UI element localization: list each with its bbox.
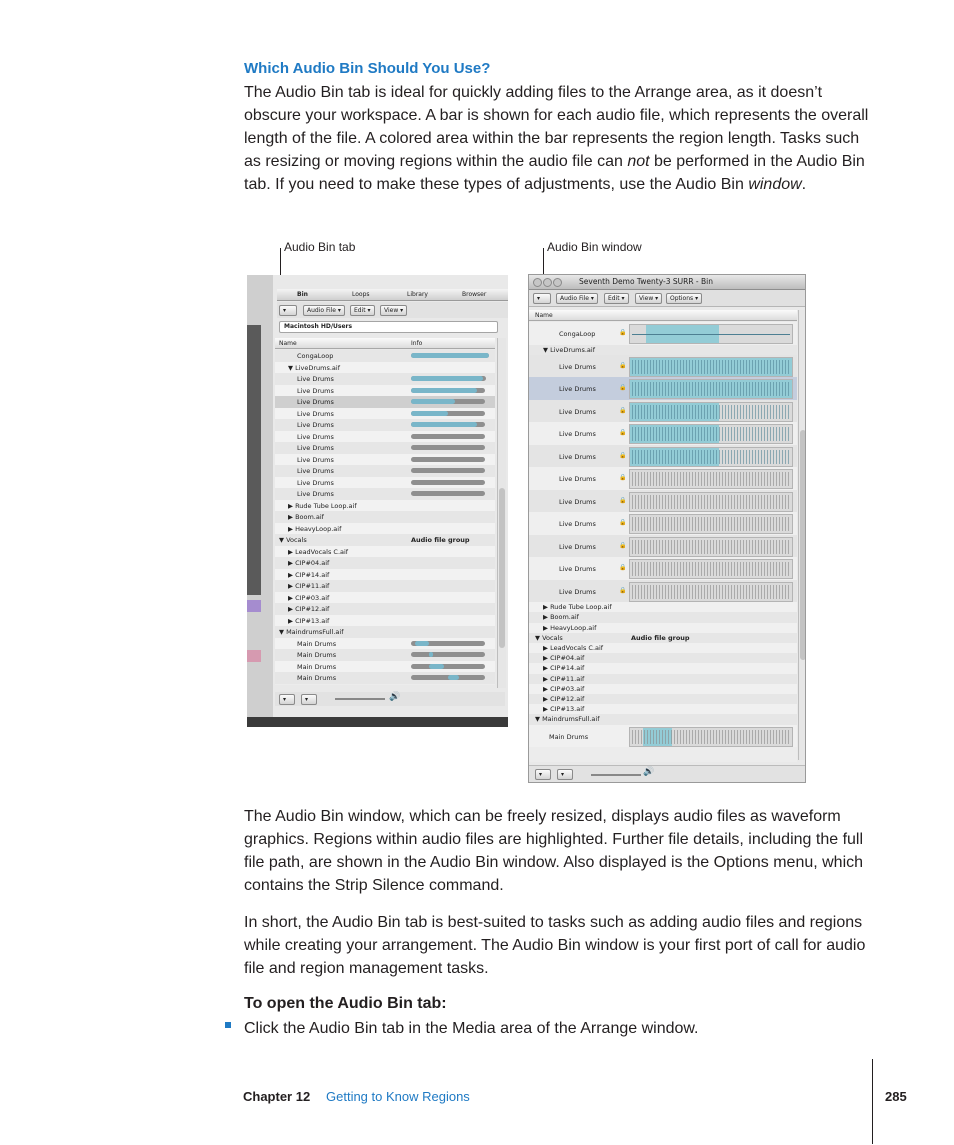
- bin-window-row-label: Live Drums: [559, 542, 596, 551]
- file-length-bar: [411, 445, 485, 450]
- bin-window-file-row[interactable]: [529, 674, 797, 684]
- bullet-step: Click the Audio Bin tab in the Media area of the Arrange window.: [244, 1020, 699, 1037]
- waveform[interactable]: [629, 582, 793, 602]
- loop-button[interactable]: [301, 694, 317, 705]
- bin-tab-row-label: ▶ CIP#14.aif: [288, 570, 330, 579]
- menu-view[interactable]: View ▾: [635, 293, 662, 304]
- link-button[interactable]: [279, 305, 297, 316]
- close-icon[interactable]: [533, 278, 542, 287]
- waveform-graphic: [632, 585, 790, 599]
- section-heading: Which Audio Bin Should You Use?: [244, 60, 491, 77]
- bin-tab-row[interactable]: [275, 419, 495, 431]
- waveform-graphic: [632, 472, 790, 486]
- bin-tab-row-label: Live Drums: [297, 398, 334, 406]
- bin-window-file-row[interactable]: [529, 345, 797, 355]
- play-button[interactable]: [535, 769, 551, 780]
- bin-tab-row-label: Main Drums: [297, 651, 337, 659]
- footer-divider: [872, 1059, 873, 1144]
- menu-audio-file[interactable]: Audio File ▾: [556, 293, 598, 304]
- window-list: [529, 322, 797, 762]
- bin-tab-row-label: Live Drums: [297, 490, 334, 498]
- bin-tab-row-label: ▶ CIP#11.aif: [288, 582, 330, 590]
- bin-window-row-label: ▼ MaindrumsFull.aif: [535, 715, 600, 724]
- file-length-bar: [411, 457, 485, 462]
- bin-tab-row-label: ▼ Vocals: [279, 536, 307, 544]
- loop-button[interactable]: [557, 769, 573, 780]
- bin-tab-row-label: Live Drums: [297, 386, 334, 395]
- window-toolbar: [529, 290, 805, 307]
- bin-tab-row-label: ▶ Rude Tube Loop.aif: [288, 501, 357, 510]
- lock-icon: 🔒: [619, 519, 627, 527]
- bin-window-wave-row[interactable]: [529, 377, 797, 400]
- intro-text-2: be performed in the Audio Bin tab. If you need to make these types of adjustments, use the Audio Bin: [244, 153, 865, 193]
- file-length-bar: [411, 491, 485, 496]
- waveform[interactable]: [629, 514, 793, 534]
- region-fill: [411, 376, 483, 381]
- callout-audio-bin-tab: Audio Bin tab: [284, 240, 356, 254]
- bin-window-row-label: ▶ HeavyLoop.aif: [543, 623, 597, 632]
- footer-chapter-title: Getting to Know Regions: [326, 1089, 470, 1104]
- menu-edit[interactable]: Edit ▾: [350, 305, 375, 316]
- region-purple: [247, 600, 261, 612]
- menu-edit[interactable]: Edit ▾: [604, 293, 629, 304]
- bin-tab-row[interactable]: [275, 465, 495, 477]
- bin-window-file-row[interactable]: [529, 663, 797, 673]
- waveform[interactable]: [629, 402, 793, 422]
- bin-tab-row[interactable]: [275, 580, 495, 592]
- task-heading: To open the Audio Bin tab:: [244, 995, 447, 1012]
- speaker-icon: 🔊: [389, 692, 401, 702]
- bin-window-row-info: Audio file group: [631, 633, 690, 642]
- bin-window-file-row[interactable]: [529, 704, 797, 714]
- file-length-bar: [411, 652, 485, 657]
- lock-icon: 🔒: [619, 586, 627, 594]
- menu-view[interactable]: View ▾: [380, 305, 407, 316]
- file-length-bar: [411, 399, 485, 404]
- file-length-bar: [411, 641, 485, 646]
- bin-window-file-row[interactable]: [529, 643, 797, 653]
- bin-tab-row-label: Live Drums: [297, 375, 334, 383]
- waveform[interactable]: [629, 537, 793, 557]
- arrange-track-area: [247, 325, 261, 595]
- waveform-graphic: [632, 730, 790, 744]
- lock-icon: 🔒: [619, 541, 627, 549]
- bin-window-row-label: Live Drums: [559, 430, 596, 439]
- intro-text-3: .: [801, 176, 807, 193]
- window-transport: [529, 765, 805, 783]
- bin-tab-row-label: Live Drums: [297, 478, 334, 487]
- bin-tab-row[interactable]: [275, 488, 495, 500]
- window-titlebar: [529, 275, 805, 290]
- tab-library[interactable]: Library: [407, 291, 428, 298]
- bin-window-file-row[interactable]: [529, 694, 797, 704]
- paragraph-window-description: The Audio Bin window, which can be freely resized, displays audio files as waveform graphics. Regions within audio files are highlighted. Further file details, including the full file path, are shown in the Audio Bin window. Also displayed is the Options menu, which contains the Strip Silence command.: [244, 808, 864, 894]
- bin-window-file-row[interactable]: [529, 623, 797, 633]
- bin-tab-row-label: Live Drums: [297, 455, 334, 464]
- waveform[interactable]: [629, 379, 793, 399]
- path-text: Macintosh HD/Users: [284, 323, 353, 330]
- bin-tab-row[interactable]: [275, 362, 495, 374]
- bin-window-row-label: ▶ CIP#12.aif: [543, 695, 585, 703]
- bin-window-row-label: ▼ LiveDrums.aif: [543, 345, 595, 354]
- bin-window-row-label: ▶ CIP#14.aif: [543, 664, 585, 673]
- bin-tab-row[interactable]: [275, 638, 495, 650]
- waveform-graphic: [632, 450, 790, 464]
- bin-window-file-row[interactable]: [529, 653, 797, 663]
- bin-tab-row-label: ▶ CIP#13.aif: [288, 616, 330, 625]
- bin-tab-transport: [275, 692, 505, 706]
- bin-tab-row-label: ▶ CIP#04.aif: [288, 559, 330, 567]
- waveform-graphic: [632, 327, 790, 341]
- bin-tab-row[interactable]: [275, 350, 495, 362]
- bullet-icon: [225, 1022, 231, 1028]
- file-length-bar: [411, 468, 485, 473]
- waveform-graphic: [632, 405, 790, 419]
- waveform[interactable]: [629, 727, 793, 747]
- lock-icon: 🔒: [619, 474, 627, 482]
- bin-window-wave-row[interactable]: [529, 535, 797, 558]
- bin-window-wave-row[interactable]: [529, 580, 797, 603]
- bin-window-file-row[interactable]: [529, 602, 797, 612]
- arrange-strip: [247, 275, 273, 727]
- footer-chapter: Chapter 12: [243, 1089, 311, 1104]
- region-fill: [411, 422, 477, 427]
- file-length-bar: [411, 411, 485, 416]
- file-length-bar: [411, 675, 485, 680]
- waveform-graphic: [632, 540, 790, 554]
- bin-tab-row[interactable]: [275, 626, 495, 638]
- bin-tab-row-label: Live Drums: [297, 421, 334, 429]
- region-pink: [247, 650, 261, 662]
- volume-slider[interactable]: [591, 774, 641, 776]
- region-fill: [411, 353, 489, 358]
- region-fill: [429, 664, 444, 669]
- bin-tab-row-label: Live Drums: [297, 409, 334, 418]
- intro-paragraph: [244, 81, 874, 196]
- bin-tab-row[interactable]: [275, 500, 495, 512]
- menu-options[interactable]: Options ▾: [666, 293, 702, 304]
- zoom-icon[interactable]: [553, 278, 562, 287]
- file-length-bar: [411, 480, 485, 485]
- bin-window-row-label: Live Drums: [559, 385, 596, 394]
- region-fill: [411, 411, 448, 416]
- bin-window-row-label: Live Drums: [559, 565, 596, 574]
- bin-tab-row[interactable]: [275, 511, 495, 523]
- intro-emphasis-window: window: [748, 176, 802, 193]
- bin-window-file-row[interactable]: [529, 725, 797, 747]
- path-field: [279, 321, 498, 333]
- bin-tab-row-info: Audio file group: [411, 536, 470, 544]
- bin-tab-row[interactable]: [275, 431, 495, 443]
- region-fill: [411, 388, 477, 393]
- bin-tab-row-label: Live Drums: [297, 444, 334, 452]
- bin-window-file-row[interactable]: [529, 684, 797, 694]
- bin-tab-row-label: Live Drums: [297, 432, 334, 441]
- region-fill: [429, 652, 433, 657]
- scroll-thumb[interactable]: [800, 430, 806, 660]
- bin-window-row-label: ▶ Rude Tube Loop.aif: [543, 603, 612, 612]
- waveform-graphic: [632, 382, 790, 396]
- file-length-bar: [411, 388, 485, 393]
- file-length-bar: [411, 376, 486, 381]
- intro-text-1: The Audio Bin tab is ideal for quickly adding files to the Arrange area, as it doesn’t obscure your workspace. A bar is shown for each audio file, which represents the overall length of the file. A colored area within the bar represents the region length. Tasks such as resizing or moving regions within the audio file can: [244, 84, 869, 170]
- bin-tab-row[interactable]: [275, 454, 495, 466]
- waveform[interactable]: [629, 559, 793, 579]
- bin-tab-row[interactable]: [275, 396, 495, 408]
- play-button[interactable]: [279, 694, 295, 705]
- bin-tab-row-label: ▶ LeadVocals C.aif: [288, 547, 349, 556]
- lock-icon: 🔒: [619, 496, 627, 504]
- bin-window-row-label: Live Drums: [559, 362, 596, 371]
- bin-window-row-label: ▶ Boom.aif: [543, 613, 579, 622]
- bin-tab-row-label: ▶ HeavyLoop.aif: [288, 524, 342, 533]
- waveform-graphic: [632, 427, 790, 441]
- media-tab-bar: [277, 289, 508, 301]
- waveform[interactable]: [629, 324, 793, 344]
- region-fill: [415, 641, 430, 646]
- bin-window-row-label: Live Drums: [559, 407, 596, 416]
- lock-icon: 🔒: [619, 564, 627, 572]
- bin-tab-row[interactable]: [275, 569, 495, 581]
- callout-audio-bin-window: Audio Bin window: [547, 240, 642, 254]
- column-name[interactable]: Name: [279, 340, 297, 347]
- bin-window-wave-row[interactable]: [529, 512, 797, 535]
- bin-window-file-row[interactable]: [529, 633, 797, 643]
- file-length-bar: [411, 422, 485, 427]
- waveform-graphic: [632, 562, 790, 576]
- bin-tab-row[interactable]: [275, 649, 495, 661]
- tab-loops[interactable]: Loops: [352, 291, 370, 298]
- bin-window-row-label: ▶ LeadVocals C.aif: [543, 644, 604, 652]
- bin-tab-row[interactable]: [275, 592, 495, 604]
- bin-window-wave-row[interactable]: [529, 355, 797, 378]
- bin-tab-row-label: Main Drums: [297, 674, 337, 682]
- waveform[interactable]: [629, 469, 793, 489]
- waveform[interactable]: [629, 424, 793, 444]
- bin-window-row-label: ▶ CIP#11.aif: [543, 674, 585, 683]
- file-length-bar: [411, 434, 485, 439]
- bottom-edge: [247, 717, 508, 727]
- bin-window-row-label: Live Drums: [559, 497, 596, 506]
- page-number: 285: [885, 1089, 907, 1104]
- bin-tab-row-label: ▶ CIP#12.aif: [288, 605, 330, 613]
- bin-window-row-label: Live Drums: [559, 475, 596, 484]
- waveform[interactable]: [629, 447, 793, 467]
- bin-window-wave-row[interactable]: [529, 557, 797, 580]
- bin-window-row-label: Live Drums: [559, 452, 596, 461]
- audio-bin-tab-screenshot: [247, 275, 508, 727]
- minimize-icon[interactable]: [543, 278, 552, 287]
- tab-browser[interactable]: Browser: [462, 291, 487, 298]
- bin-window-row-label: ▶ CIP#03.aif: [543, 684, 585, 693]
- link-button[interactable]: [533, 293, 551, 304]
- region-fill: [448, 675, 459, 680]
- lock-icon: 🔒: [619, 329, 627, 336]
- bin-tab-row-label: Live Drums: [297, 467, 334, 475]
- window-title: Seventh Demo Twenty-3 SURR - Bin: [579, 277, 714, 286]
- window-scrollbar[interactable]: [798, 310, 806, 760]
- bin-tab-row[interactable]: [275, 373, 495, 385]
- bin-tab-row-label: Main Drums: [297, 639, 337, 648]
- bin-tab-scrollbar[interactable]: [497, 338, 506, 688]
- bin-tab-row[interactable]: [275, 477, 495, 489]
- bin-tab-row[interactable]: [275, 661, 495, 673]
- column-info[interactable]: Info: [411, 340, 423, 347]
- bin-tab-row-label: CongaLoop: [297, 352, 334, 360]
- lock-icon: 🔒: [619, 384, 627, 392]
- bin-tab-row-label: ▼ MaindrumsFull.aif: [279, 628, 344, 636]
- bin-window-row-label: Live Drums: [559, 587, 596, 596]
- file-length-bar: [411, 664, 485, 669]
- bin-window-wave-row[interactable]: [529, 467, 797, 490]
- waveform-graphic: [632, 360, 790, 374]
- bin-tab-row[interactable]: [275, 385, 495, 397]
- bin-window-wave-row[interactable]: [529, 490, 797, 513]
- bin-window-wave-row[interactable]: [529, 422, 797, 445]
- bin-window-row-label: ▶ CIP#04.aif: [543, 654, 585, 663]
- bin-tab-row[interactable]: [275, 672, 495, 684]
- bin-tab-column-header: [275, 338, 495, 349]
- bin-tab-toolbar: [277, 302, 508, 318]
- waveform[interactable]: [629, 357, 793, 377]
- region-fill: [411, 399, 455, 404]
- bin-window-row-label: Live Drums: [559, 520, 596, 529]
- volume-slider[interactable]: [335, 698, 385, 700]
- bin-tab-row-label: ▶ Boom.aif: [288, 513, 324, 521]
- bin-window-row-label: ▼ Vocals: [535, 633, 563, 642]
- file-length-bar: [411, 353, 489, 358]
- bin-window-row-label: CongaLoop: [559, 330, 596, 338]
- lock-icon: 🔒: [619, 406, 627, 414]
- window-column-header: [529, 310, 797, 321]
- bin-window-file-row[interactable]: [529, 612, 797, 622]
- bin-window-row-label: Main Drums: [549, 732, 589, 741]
- bin-tab-row[interactable]: [275, 557, 495, 569]
- bin-tab-row[interactable]: [275, 408, 495, 420]
- menu-audio-file[interactable]: Audio File ▾: [303, 305, 345, 316]
- waveform[interactable]: [629, 492, 793, 512]
- bin-window-row-label: ▶ CIP#13.aif: [543, 705, 585, 714]
- bin-tab-row[interactable]: [275, 534, 495, 546]
- tab-bin[interactable]: Bin: [297, 291, 308, 298]
- bin-tab-row[interactable]: [275, 523, 495, 535]
- scroll-thumb[interactable]: [499, 488, 505, 648]
- paragraph-summary: In short, the Audio Bin tab is best-suited to tasks such as adding audio files and regions while creating your arrangement. The Audio Bin window is your first port of call for audio file and region management tasks.: [244, 914, 866, 977]
- bin-window-wave-row[interactable]: [529, 322, 797, 345]
- intro-emphasis-not: not: [627, 153, 650, 170]
- bin-tab-row-label: Main Drums: [297, 662, 337, 671]
- column-name[interactable]: Name: [535, 312, 553, 319]
- bin-window-wave-row[interactable]: [529, 400, 797, 423]
- lock-icon: 🔒: [619, 451, 627, 459]
- bin-tab-row[interactable]: [275, 615, 495, 627]
- audio-bin-window-screenshot: [528, 274, 806, 783]
- bin-tab-row[interactable]: [275, 546, 495, 558]
- bin-tab-row-label: ▼ LiveDrums.aif: [288, 363, 340, 372]
- bin-tab-row-label: ▶ CIP#03.aif: [288, 593, 330, 602]
- waveform-graphic: [632, 495, 790, 509]
- bin-window-file-row[interactable]: [529, 714, 797, 724]
- bin-tab-row[interactable]: [275, 603, 495, 615]
- bin-window-wave-row[interactable]: [529, 445, 797, 468]
- bin-tab-row[interactable]: [275, 442, 495, 454]
- lock-icon: 🔒: [619, 429, 627, 437]
- bin-tab-list: [275, 350, 495, 685]
- waveform-graphic: [632, 517, 790, 531]
- lock-icon: 🔒: [619, 361, 627, 369]
- speaker-icon: 🔊: [643, 767, 655, 777]
